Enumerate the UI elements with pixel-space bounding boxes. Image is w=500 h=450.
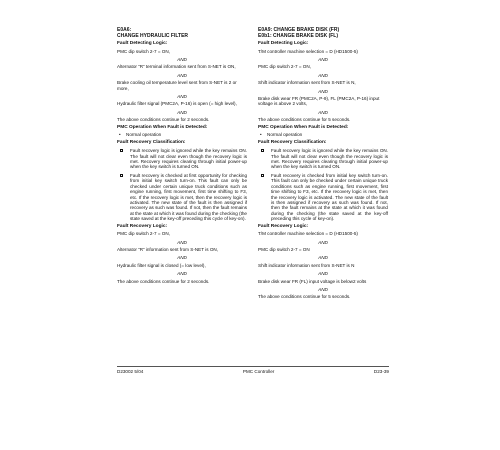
condition: PMC dip switch 2-7 = ON,	[117, 231, 170, 237]
condition: Shift indicator information sent from S-NET is N	[258, 262, 355, 268]
condition: Alternator “R” information sent from S-NET is ON,	[117, 246, 219, 252]
condition: PMC dip switch 2-7 = ON	[258, 246, 310, 252]
recovery-logic-title: Fault Recovery Logic:	[117, 223, 168, 229]
checkbox-icon	[120, 174, 123, 177]
and-label: AND	[318, 271, 328, 277]
recovery-logic-title: Fault Recovery Logic:	[258, 223, 309, 229]
fault-title: E0A9: CHANGE BRAKE DISK (FR)	[258, 27, 340, 33]
checkbox-icon	[261, 174, 264, 177]
classification-item: Fault recovery is checked at first opportunity for checking from initial key switch turn-on. This fault can only be checked under certain unique truck conditions such as engine running, first movement, first time shifting to F3, etc. If the recovery logic is met, then the recovery logic is activated. The new state of the fault is then assigned if recovery as such was found. If not, then the fault remains at the state at which it was found during the checking (the state saved at the key-off preceding this cycle of key-on).	[117, 173, 247, 222]
and-label: AND	[318, 72, 328, 78]
and-label: AND	[318, 88, 328, 94]
fault-code: E0A6:	[117, 27, 132, 33]
fault-heading	[258, 27, 388, 39]
condition: PMC dip switch 2-7 = ON,	[117, 48, 170, 54]
left-column	[117, 27, 247, 284]
and-label: AND	[177, 239, 187, 245]
checkbox-icon	[120, 149, 123, 152]
condition-duration: The above conditions continue for 2 seconds.	[117, 278, 210, 284]
and-label: AND	[177, 94, 187, 100]
classification-item: Fault recovery is checked from initial key switch turn-on. This fault can only be checked under certain unique truck conditions such as engine running, first movement, first time shifting to F3, etc. If the recovery logic is met, then the recovery logic is activated. The new state of the fault is then assigned if recovery as such was found. If not, then the fault remains at the state at which it was found during the checking (the state saved at the key-off preceding this cycle of key-on).	[258, 173, 388, 222]
condition: Hydraulic filter signal is closed (= low level),	[117, 262, 206, 268]
classification-item: Fault recovery logic is ignored while the key remains ON. The fault will not clear even though the recovery logic is met. Recovery requires clearing through initial power-up when the key switch is turned ON.	[117, 148, 247, 170]
condition: Brake cooling oil temperature level sent from S-NET is 2 or more,	[117, 80, 237, 91]
condition: Hydraulic filter signal (PMC2A, P-16) is open (= high level),	[117, 101, 237, 107]
condition: T/M controller machine selection = D (HD1500-5)	[258, 48, 358, 54]
and-label: AND	[318, 109, 328, 115]
pmc-operation-title: PMC Operation When Fault is Detected:	[117, 124, 208, 130]
operation-bullet: • Normal operation	[119, 132, 247, 137]
and-label: AND	[318, 57, 328, 62]
fault-title: E0b1: CHANGE BRAKE DISK (FL)	[258, 33, 339, 39]
checkbox-icon	[261, 149, 264, 152]
fault-heading	[117, 27, 247, 39]
condition: Brake disk wear FR (FL) input voltage is below2 volts	[258, 278, 367, 284]
condition: Shift indicator information sent from S-NET is N,	[258, 80, 356, 86]
classification-item: Fault recovery logic is ignored while the key remains ON. The fault will not clear even though the recovery logic is met. Recovery requires clearing through initial power-up when the key switch is turned ON.	[258, 148, 388, 170]
right-column	[258, 27, 388, 300]
condition-duration: The above conditions continue for 2 seconds.	[117, 117, 210, 123]
page-footer	[117, 366, 389, 374]
condition-duration: The above conditions continue for 5 seconds.	[258, 117, 351, 123]
and-label: AND	[318, 239, 328, 245]
condition: Alternator “R” terminal information sent from S-NET is ON,	[117, 64, 236, 70]
and-label: AND	[177, 57, 187, 62]
condition-duration: The above conditions continue for 5 seconds.	[258, 294, 351, 300]
and-label: AND	[177, 271, 187, 277]
operation-bullet: • Normal operation	[260, 132, 388, 137]
condition: Brake disk wear FR (PMC2A, P-9), FL (PMC2A, P-16) input voltage is above 2 volts,	[258, 96, 380, 107]
and-label: AND	[177, 109, 187, 115]
detect-logic-title: Fault Detecting Logic:	[117, 41, 168, 46]
and-label: AND	[318, 255, 328, 261]
fault-title: CHANGE HYDRAULIC FILTER	[117, 33, 189, 39]
pmc-operation-title: PMC Operation When Fault is Detected:	[258, 124, 349, 130]
recovery-classification-title: Fault Recovery Classification:	[258, 139, 327, 145]
section-title: PMC Controller	[242, 369, 275, 374]
document-id: D23002 5/04	[117, 369, 144, 374]
recovery-classification-title: Fault Recovery Classification:	[117, 139, 186, 145]
condition: T/M controller machine selection = D (HD1500-5)	[258, 231, 358, 237]
and-label: AND	[177, 72, 187, 78]
page-number: D23-39	[373, 369, 389, 374]
detect-logic-title: Fault Detecting Logic:	[258, 41, 309, 46]
condition: PMC dip switch 2-7 = ON,	[258, 64, 311, 70]
and-label: AND	[177, 255, 187, 261]
and-label: AND	[318, 286, 328, 292]
